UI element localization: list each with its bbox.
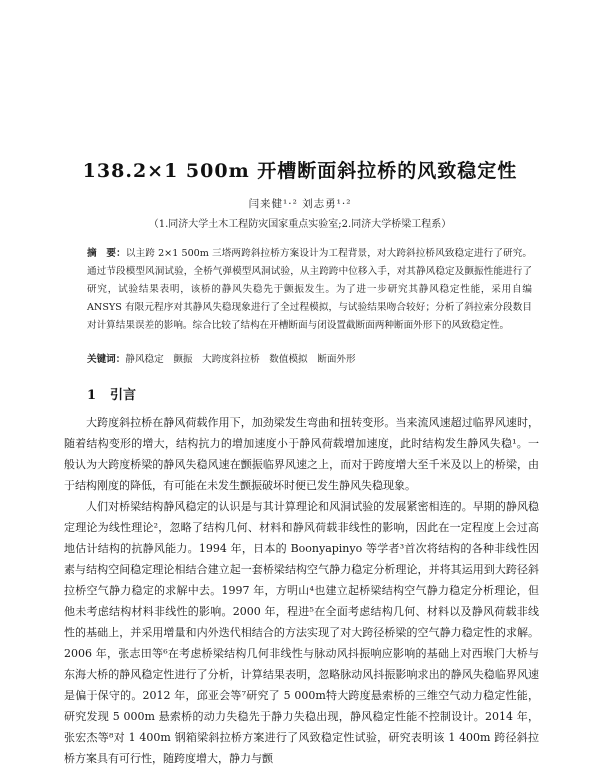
keywords-text: 静风稳定 颤振 大跨度斜拉桥 数值模拟 断面外形	[125, 354, 356, 365]
section-title: 引言	[110, 388, 137, 403]
keywords-block	[87, 351, 532, 365]
abstract-block	[87, 245, 532, 335]
abstract-text: 以主跨 2×1 500m 三塔两跨斜拉桥方案设计为工程背景，对大跨斜拉桥风致稳定进行了研究。通过节段模型风洞试验，全桥气弹模型风洞试验，从主跨跨中位移入手，对其静风稳定及颤振性能进行了研究，试验结果表明，该桥的静风失稳先于颤振发生。为了进一步研究其静风稳定性能，采用自编 ANSYS 有限元程序对其静风失稳现象进行了全过程模拟，与试验结果吻合较好；分析了斜拉索分段数目对计算结果误差的影响。综合比较了结构在开槽断面与闭设置截断面两种断面外形下的风致稳定性。	[87, 248, 533, 331]
body-text	[64, 412, 539, 769]
keywords-label: 关键词：	[87, 354, 126, 365]
author-affiliation: （1.同济大学土木工程防灾国家重点实验室;2.同济大学桥梁工程系）	[148, 219, 452, 230]
paper-authors: 闫来健¹·² 刘志勇¹·²	[248, 198, 352, 210]
body-paragraph-1: 大跨度斜拉桥在静风荷载作用下，加劲梁发生弯曲和扭转变形。当来流风速超过临界风速时，随着结构变形的增大，结构抗力的增加速度小于静风荷载增加速度，此时结构发生静风失稳¹。一般认为大跨度桥梁的静风失稳风速在颤振临界风速之上，而对于跨度增大至千米及以上的桥梁，由于结构刚度的降低，有可能在未发生颤振破坏时便已发生静风失稳现象。	[64, 416, 539, 492]
section-heading	[87, 384, 136, 403]
abstract-label: 摘 要：	[87, 248, 126, 259]
paper-title: 138.2×1 500m 开槽断面斜拉桥的风致稳定性	[82, 160, 518, 182]
section-number: 1	[87, 388, 97, 403]
body-paragraph-2: 人们对桥梁结构静风稳定的认识是与其计算理论和风洞试验的发展紧密相连的。早期的静风稳定理论为线性理论²，忽略了结构几何、材料和静风荷载非线性的影响，因此在一定程度上会过高地估计结构的抗静风能力。1994 年，日本的 Boonyapinyo 等学者³首次将结构的各种非线性因素与结构空间稳定理论相结合建立起一套桥梁结构空气静力稳定分析理论，并将其运用到大跨径斜拉桥空气静力稳定的求解中去。1997 年，方明山⁴也建立起桥梁结构空气静力稳定分析理论，但他未考虑结构材料非线性的影响。2000 年，程进⁵在全面考虑结构几何、材料以及静风荷载非线性的基础上，并采用增量和内外迭代相结合的方法实现了对大跨径桥梁的空气静力稳定性的求解。2006 年，张志田等⁶在考虑桥梁结构几何非线性与脉动风抖振响应影响的基础上对西堠门大桥与东海大桥的静风稳定性进行了分析，计算结果表明，忽略脉动风抖振影响求出的静风失稳临界风速是偏于保守的。2012 年，邱亚会等⁷研究了 5 000m特大跨度悬索桥的三维空气动力稳定性能，研究发现 5 000m 悬索桥的动力失稳先于静力失稳出现，静风稳定性能不控制设计。2014 年，张宏杰等⁸对 1 400m 钢箱梁斜拉桥方案进行了风致稳定性试验，研究表明该 1 400m 跨径斜拉桥方案具有可行性，随跨度增大，静力与颤	[64, 500, 539, 765]
